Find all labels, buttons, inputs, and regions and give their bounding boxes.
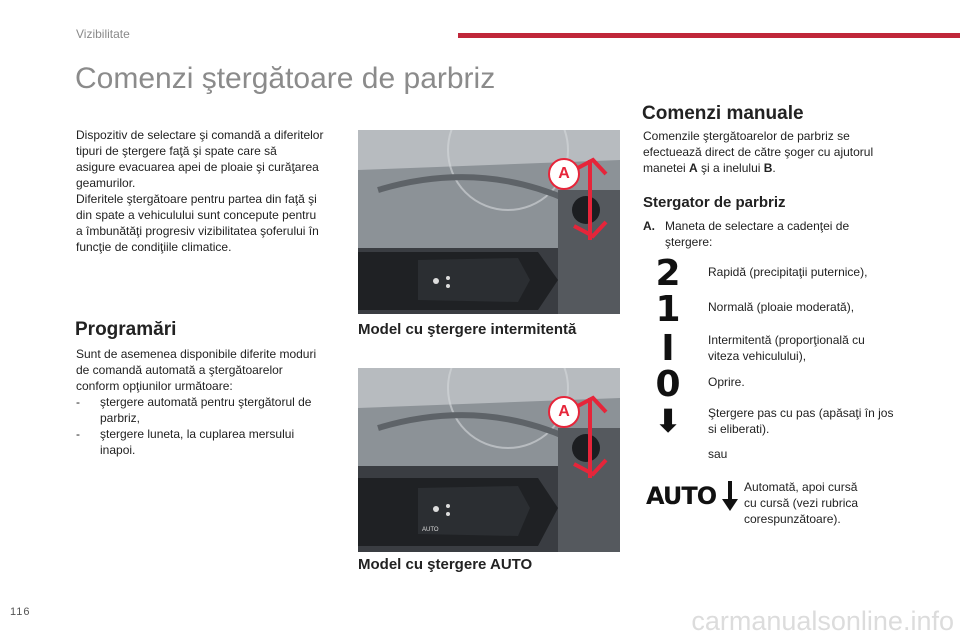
- position-i-symbol: I: [661, 328, 675, 369]
- item-a: [643, 218, 913, 250]
- position-0-symbol: 0: [655, 364, 681, 405]
- programari-text: [76, 346, 346, 458]
- intro-line: a îmbunătăţi progresiv vizibilitatea şoferului în: [76, 224, 319, 238]
- manual-line-last: [643, 160, 913, 176]
- item-line: inapoi.: [100, 443, 136, 457]
- ref-b: B: [763, 161, 773, 175]
- stalk-auto-marking: AUTO: [422, 527, 439, 533]
- dash-marker: -: [76, 427, 80, 441]
- manual-paragraph: [643, 128, 913, 176]
- position-2-text: [708, 264, 908, 280]
- programari-line: de comandă automată a ştergătoarelor: [76, 363, 283, 377]
- page-number: 116: [10, 606, 31, 618]
- position-step-text: [708, 405, 908, 437]
- manual-line: Comenzile ştergătoarelor de parbriz se: [643, 129, 850, 143]
- section-tag: Vizibilitate: [76, 27, 130, 41]
- item-line: parbriz,: [100, 411, 141, 425]
- label-a-badge: A: [548, 158, 580, 190]
- page-title: Comenzi ştergătoare de parbriz: [75, 62, 496, 95]
- position-line: Intermitentă (proporţională cu: [708, 333, 865, 347]
- arrow-down-icon: [722, 481, 738, 511]
- caption-auto: Model cu ştergere AUTO: [358, 556, 533, 573]
- position-i-text: [708, 332, 908, 364]
- position-1-text: [708, 299, 908, 315]
- intro-line: asigure evacuarea apei de ploaie şi curăţarea: [76, 160, 319, 174]
- position-line: Rapidă (precipitaţii puternice),: [708, 265, 868, 279]
- label-a-badge: A: [548, 396, 580, 428]
- item-a-label: A.: [643, 219, 655, 233]
- position-1-symbol: 1: [655, 289, 681, 330]
- auto-symbol: AUTO: [646, 482, 717, 510]
- ref-a: A: [689, 161, 698, 175]
- figure-auto-photo: [358, 368, 620, 552]
- position-line: Oprire.: [708, 375, 745, 389]
- auto-text: [744, 479, 904, 527]
- auto-line: corespunzătoare).: [744, 512, 841, 526]
- manual-title: Comenzi manuale: [642, 103, 804, 124]
- manual-text: .: [772, 161, 776, 175]
- intro-line: Diferitele ştergătoare pentru partea din faţă şi: [76, 192, 317, 206]
- position-line: si eliberati).: [708, 422, 770, 436]
- manual-text: manetei: [643, 161, 690, 175]
- item-line: ştergere automată pentru ştergătorul de: [100, 395, 312, 409]
- position-2-symbol: 2: [655, 253, 681, 294]
- intro-line: Dispozitiv de selectare şi comandă a diferitelor: [76, 128, 324, 142]
- programari-item: [76, 394, 346, 426]
- position-line: viteza vehiculului),: [708, 349, 807, 363]
- caption-intermittent: Model cu ştergere intermitentă: [358, 321, 577, 338]
- manual-text: şi a inelului: [697, 161, 764, 175]
- auto-symbol-group: [646, 481, 738, 511]
- or-text: sau: [708, 447, 728, 461]
- intro-paragraph: [76, 127, 346, 255]
- programari-line: conform opţiunilor următoare:: [76, 379, 233, 393]
- figure-intermittent-photo: [358, 130, 620, 314]
- watermark: carmanualsonline.info: [691, 606, 954, 636]
- intro-line: din spate a vehiculului sunt concepute pentru: [76, 208, 317, 222]
- arrow-down-icon: ⬇: [654, 402, 682, 440]
- programari-item: [76, 426, 346, 458]
- dash-marker: -: [76, 395, 80, 409]
- position-0-text: [708, 374, 908, 390]
- item-a-line: ştergere:: [665, 235, 713, 249]
- header-accent-bar: [458, 33, 960, 38]
- programari-line: Sunt de asemenea disponibile diferite moduri: [76, 347, 317, 361]
- intro-line: geamurilor.: [76, 176, 136, 190]
- programari-title: Programări: [75, 319, 177, 340]
- position-line: Normală (ploaie moderată),: [708, 300, 855, 314]
- manual-line: efectuează direct de către şoger cu ajutorul: [643, 145, 874, 159]
- wiper-title: Stergator de parbriz: [643, 194, 786, 211]
- auto-line: cu cursă (vezi rubrica: [744, 496, 859, 510]
- auto-line: Automată, apoi cursă: [744, 480, 858, 494]
- item-line: ştergere luneta, la cuplarea mersului: [100, 427, 295, 441]
- item-a-line: Maneta de selectare a cadenţei de: [665, 219, 850, 233]
- intro-line: tipuri de ştergere faţă şi spate care să: [76, 144, 277, 158]
- position-line: Ştergere pas cu pas (apăsaţi în jos: [708, 406, 894, 420]
- intro-line: funcţie de condiţiile climatice.: [76, 240, 232, 254]
